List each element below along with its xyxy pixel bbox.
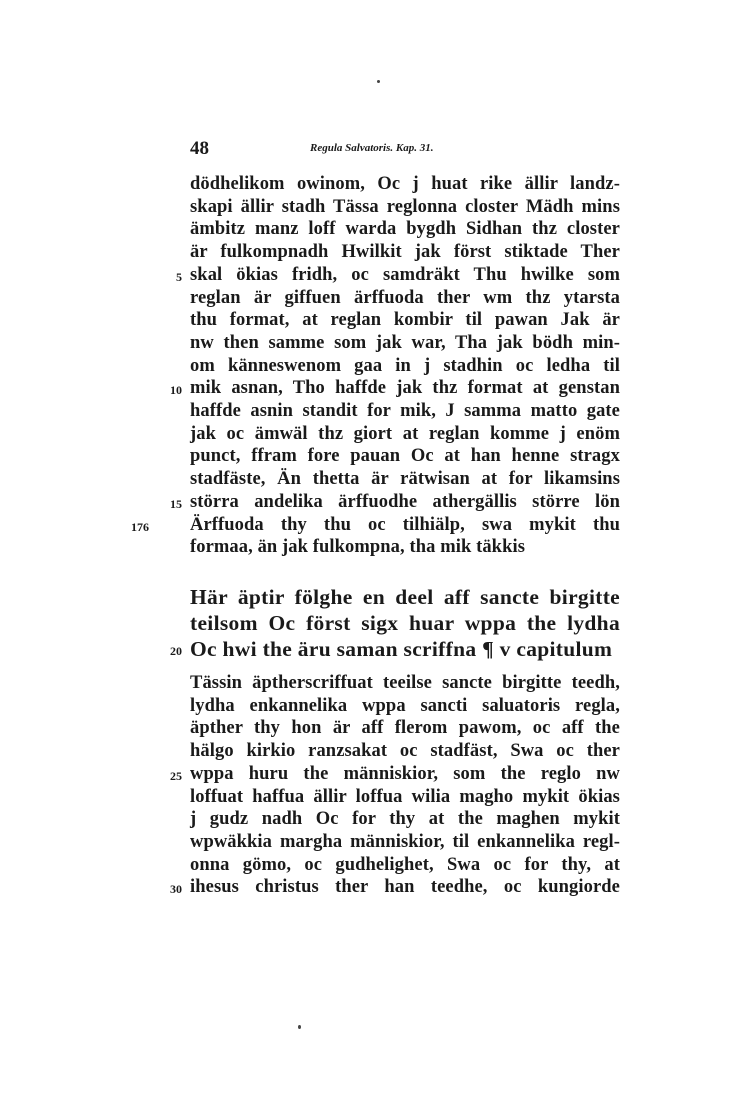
line-number: 15 xyxy=(170,496,182,511)
text-line: thu format, at reglan kombir til pawan Jak är xyxy=(190,310,620,331)
line-number: 5 xyxy=(176,269,182,284)
margin-reference: 176 xyxy=(131,520,149,534)
text-line: är fulkompnadh Hwilkit jak först stiktade Ther xyxy=(190,242,620,263)
ink-speck xyxy=(298,1025,301,1029)
text-line: onna gömo, oc gudhelighet, Swa oc for thy, at xyxy=(190,854,620,875)
text-line: teilsom Oc först sigx huar wppa the lydha xyxy=(190,611,620,635)
text-line: nw then samme som jak war, Tha jak bödh min- xyxy=(190,332,620,353)
line-number: 20 xyxy=(170,644,182,658)
text-line: skal ökias fridh, oc samdräkt Thu hwilke som xyxy=(190,264,620,285)
text-line: wpwäkkia margha människior, til enkannelika regl- xyxy=(190,831,620,852)
text-line: Tässin äptherscriffuat teeilse sancte birgitte teedh, xyxy=(190,673,620,693)
text-line: wppa huru the människior, som the reglo nw xyxy=(190,763,620,784)
text-line: skapi ällir stadh Tässa reglonna closter Mädh mins xyxy=(190,196,620,217)
text-line: hälgo kirkio ranzsakat oc stadfäst, Swa oc ther xyxy=(190,741,620,762)
page-number: 48 xyxy=(190,138,209,159)
text-line: äpther thy hon är aff flerom pawom, oc aff the xyxy=(190,718,620,739)
text-line: punct, ffram fore pauan Oc at han henne stragx xyxy=(190,446,620,467)
text-line: stadfäste, Än thetta är rätwisan at for likamsins xyxy=(190,469,620,490)
text-line: om känneswenom gaa in j stadhin oc ledha til xyxy=(190,355,620,376)
text-line: ihesus christus ther han teedhe, oc kungiorde xyxy=(190,877,620,898)
ink-speck xyxy=(377,80,380,83)
text-line: ämbitz manz loff warda bygdh Sidhan thz closter xyxy=(190,219,620,240)
text-line: haffde asnin standit for mik, J samma matto gate xyxy=(190,401,620,421)
text-line: Ärffuoda thy thu oc tilhiälp, swa mykit thu xyxy=(190,514,620,535)
text-line: j gudz nadh Oc for thy at the maghen mykit xyxy=(190,809,620,830)
text-line: loffuat haffua ällir loffua wilia magho mykit ökias xyxy=(190,786,620,807)
text-line: dödhelikom owinom, Oc j huat rike ällir landz- xyxy=(190,174,620,194)
text-line: störra andelika ärffuodhe athergällis större lön xyxy=(190,491,620,512)
text-line: Här äptir fölghe en deel aff sancte birgitte xyxy=(190,585,620,609)
text-line: formaa, än jak fulkompna, tha mik täkkis xyxy=(190,537,526,558)
line-number: 10 xyxy=(170,383,182,398)
text-line: mik asnan, Tho haffde jak thz format at genstan xyxy=(190,378,620,399)
line-number: 30 xyxy=(170,882,182,897)
running-head: Regula Salvatoris. Kap. 31. xyxy=(310,142,434,154)
page-header xyxy=(190,136,630,164)
text-line: Oc hwi the äru saman scriffna ¶ v capitulum xyxy=(190,637,613,661)
text-line: jak oc ämwäl thz giort at reglan komme j enöm xyxy=(190,423,620,444)
text-line: lydha enkannelika wppa sancti saluatoris regla, xyxy=(190,695,620,716)
text-line: reglan är giffuen ärffuoda ther wm thz ytarsta xyxy=(190,287,620,308)
line-number: 25 xyxy=(170,768,182,783)
